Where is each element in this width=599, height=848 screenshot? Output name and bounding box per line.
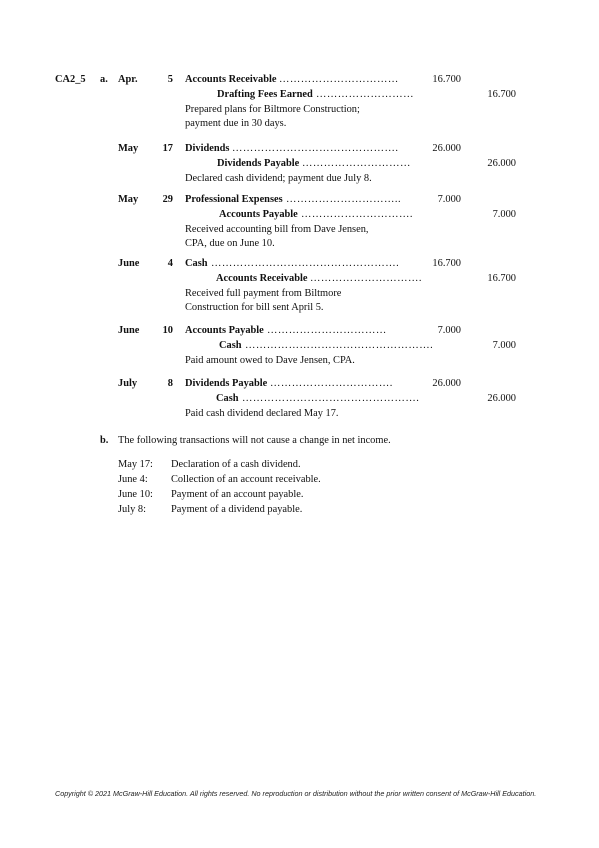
part-b-item-text: Declaration of a cash dividend. [171, 459, 301, 470]
debit-account: Dividends [185, 143, 230, 154]
part-b-intro: The following transactions will not cause a change in net income. [118, 435, 391, 446]
debit-leader-dots: ………………………………………. [232, 143, 399, 154]
debit-amount: 26.000 [432, 143, 461, 154]
part-b-label: b. [100, 435, 109, 446]
entry-month: May [118, 194, 139, 205]
copyright-footer: Copyright © 2021 McGraw-Hill Education. All rights reserved. No reproduction or distribution without the prior written consent of McGraw-Hill Education. [55, 789, 537, 798]
entry-memo-line: Received full payment from Biltmore [185, 288, 342, 299]
part-b-item-date: July 8: [118, 504, 147, 515]
part-b-item-date: May 17: [118, 459, 153, 470]
credit-amount: 26.000 [487, 158, 516, 169]
credit-leader-dots: …………………………. [301, 209, 414, 220]
part-b-item-text: Collection of an account receivable. [171, 474, 321, 485]
debit-leader-dots: ………………………….. [286, 194, 402, 205]
debit-leader-dots: …………………………… [267, 325, 387, 336]
entry-day: 4 [167, 258, 173, 269]
entry-day: 10 [162, 325, 173, 336]
entry-month: July [118, 378, 138, 389]
credit-leader-dots: ………………………… [302, 158, 411, 169]
debit-leader-dots: ……………………………………………. [211, 258, 400, 269]
credit-account: Accounts Payable [219, 209, 298, 220]
entry-day: 17 [162, 143, 173, 154]
credit-amount: 7.000 [492, 340, 516, 351]
entry-memo-line: Received accounting bill from Dave Jensen, [185, 224, 369, 235]
debit-account: Dividends Payable [185, 378, 268, 389]
entry-memo-line: Paid amount owed to Dave Jensen, CPA. [185, 355, 355, 366]
debit-amount: 16.700 [432, 258, 461, 269]
debit-account: Accounts Receivable [185, 74, 277, 85]
credit-account: Drafting Fees Earned [217, 89, 313, 100]
credit-amount: 26.000 [487, 393, 516, 404]
credit-leader-dots: …………………………. [310, 273, 423, 284]
entry-memo-line: Declared cash dividend; payment due July 8. [185, 173, 372, 184]
credit-leader-dots: ……………………… [316, 89, 415, 100]
credit-leader-dots: …………………………………………. [242, 393, 420, 404]
debit-amount: 26.000 [432, 378, 461, 389]
credit-account: Accounts Receivable [216, 273, 308, 284]
problem-id: CA2_5 [55, 74, 86, 85]
debit-amount: 16.700 [432, 74, 461, 85]
entry-memo-line: CPA, due on June 10. [185, 238, 275, 249]
debit-account: Cash [185, 258, 208, 269]
debit-leader-dots: …………………………… [279, 74, 399, 85]
entry-memo-line: Paid cash dividend declared May 17. [185, 408, 339, 419]
part-b-item-text: Payment of an account payable. [171, 489, 304, 500]
credit-account: Cash [219, 340, 242, 351]
entry-month: May [118, 143, 139, 154]
part-b-item-date: June 10: [118, 489, 153, 500]
credit-amount: 16.700 [487, 89, 516, 100]
entry-memo-line: payment due in 30 days. [185, 118, 287, 129]
entry-day: 29 [162, 194, 173, 205]
entry-memo-line: Prepared plans for Biltmore Construction; [185, 104, 360, 115]
debit-leader-dots: ……………………………. [270, 378, 393, 389]
credit-amount: 7.000 [492, 209, 516, 220]
credit-amount: 16.700 [487, 273, 516, 284]
debit-amount: 7.000 [437, 325, 461, 336]
entry-day: 8 [167, 378, 173, 389]
entry-month: June [118, 325, 140, 336]
entry-memo-line: Construction for bill sent April 5. [185, 302, 324, 313]
entry-month: June [118, 258, 140, 269]
part-b-item-date: June 4: [118, 474, 148, 485]
credit-account: Cash [216, 393, 239, 404]
entry-month: Apr. [118, 74, 138, 85]
debit-account: Professional Expenses [185, 194, 283, 205]
credit-account: Dividends Payable [217, 158, 300, 169]
entry-day: 5 [167, 74, 173, 85]
credit-leader-dots: ……………………………………………. [245, 340, 434, 351]
part-b-item-text: Payment of a dividend payable. [171, 504, 303, 515]
debit-account: Accounts Payable [185, 325, 264, 336]
debit-amount: 7.000 [437, 194, 461, 205]
part-a-label: a. [100, 74, 108, 85]
